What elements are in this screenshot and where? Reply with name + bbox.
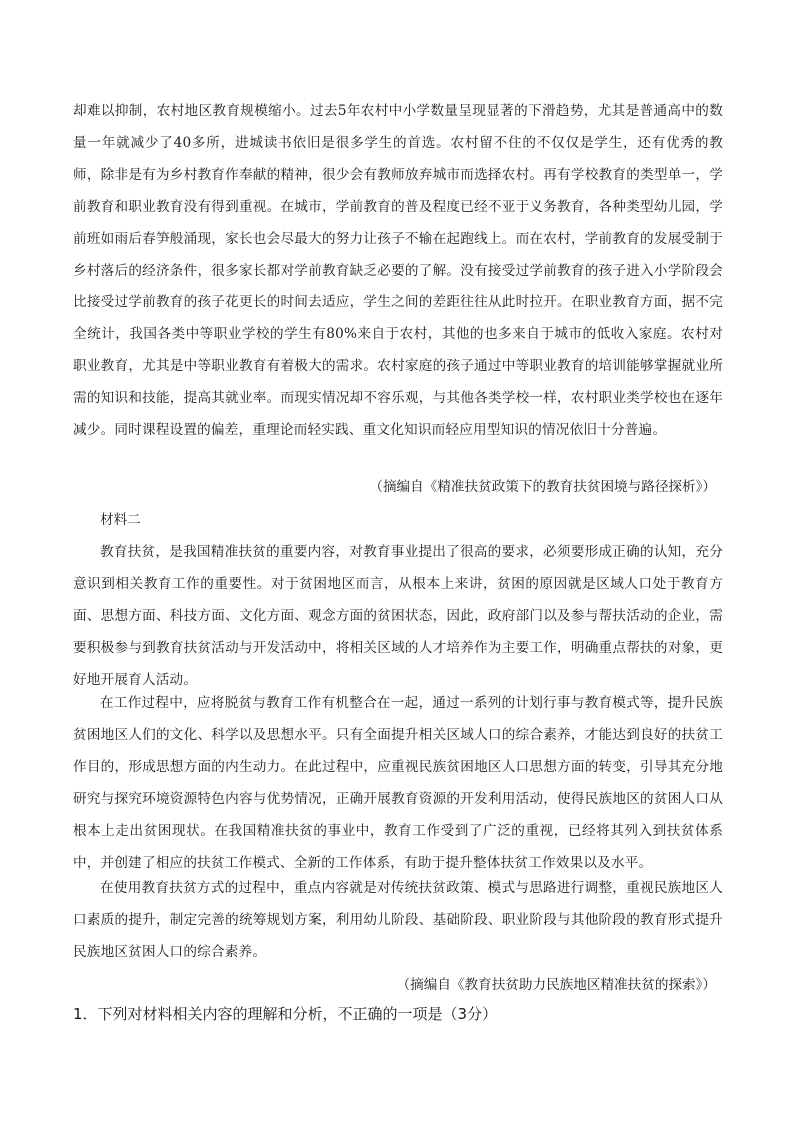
material2-heading: 材料二 <box>100 512 141 528</box>
material1-source: （摘编自《精准扶贫政策下的教育扶贫困境与路径探析》） <box>369 479 716 495</box>
material2-source: （摘编自《教育扶贫助力民族地区精准扶贫的探索》） <box>396 977 716 993</box>
material1-paragraph: 却难以抑制，农村地区教育规模缩小。过去5年农村中小学数量呈现显著的下滑趋势，尤其是普通高中的数量一年就减少了40多所，进城读书依旧是很多学生的首选。农村留不住的不仅仅是学生，还有优秀的教师，除非是有为乡村教育作奉献的精神，很少会有教师放弃城市而选择农村。再有学校教育的类型单一，学前教育和职业教育没有得到重视。在城市，学前教育的普及程度已经不亚于义务教育，各种类型幼儿园，学前班如雨后春笋般涌现，家长也会尽最大的努力让孩子不输在起跑线上。而在农村，学前教育的发展受制于乡村落后的经济条件，很多家长都对学前教育缺乏必要的了解。没有接受过学前教育的孩子进入小学阶段会比接受过学前教育的孩子花更长的时间去适应，学生之间的差距往往从此时拉开。在职业教育方面，据不完全统计，我国各类中等职业学校的学生有80%来自于农村，其他的也多来自于城市的低收入家庭。农村对职业教育，尤其是中等职业教育有着极大的需求。农村家庭的孩子通过中等职业教育的培训能够掌握就业所需的知识和技能，提高其就业率。而现实情况却不容乐观，与其他各类学校一样，农村职业类学校也在逐年减少。同时课程设置的偏差，重理论而轻实践、重文化知识而轻应用型知识的情况依旧十分普遍。 <box>73 103 723 439</box>
material2-paragraph-2: 在工作过程中，应将脱贫与教育工作有机整合在一起，通过一系列的计划行事与教育模式等，提升民族贫困地区人们的文化、科学以及思想水平。只有全面提升相关区域人口的综合素养，才能达到良好的扶贫工作目的，形成思想方面的内生动力。在此过程中，应重视民族贫困地区人口思想方面的转变，引导其充分地研究与探究环境资源特色内容与优势情况，正确开展教育资源的开发利用活动，使得民族地区的贫困人口从根本上走出贫困现状。在我国精准扶贫的事业中，教育工作受到了广泛的重视，已经将其列入到扶贫体系中，并创建了相应的扶贫工作模式、全新的工作体系，有助于提升整体扶贫工作效果以及水平。 <box>73 695 723 871</box>
material2-paragraph-3: 在使用教育扶贫方式的过程中，重点内容就是对传统扶贫政策、模式与思路进行调整，重视民族地区人口素质的提升，制定完善的统筹规划方案，利用幼儿阶段、基础阶段、职业阶段与其他阶段的教育形式提升民族地区贫困人口的综合素养。 <box>73 880 723 960</box>
material2-paragraph-1: 教育扶贫，是我国精准扶贫的重要内容，对教育事业提出了很高的要求，必须要形成正确的认知，充分意识到相关教育工作的重要性。对于贫困地区而言，从根本上来讲，贫困的原因就是区域人口处于教育方面、思想方面、科技方面、文化方面、观念方面的贫困状态，因此，政府部门以及参与帮扶活动的企业，需要积极参与到教育扶贫活动与开发活动中，将相关区域的人才培养作为主要工作，明确重点帮扶的对象，更好地开展育人活动。 <box>73 544 723 688</box>
question-1: 1．下列对材料相关内容的理解和分析，不正确的一项是（3分） <box>73 1005 498 1023</box>
